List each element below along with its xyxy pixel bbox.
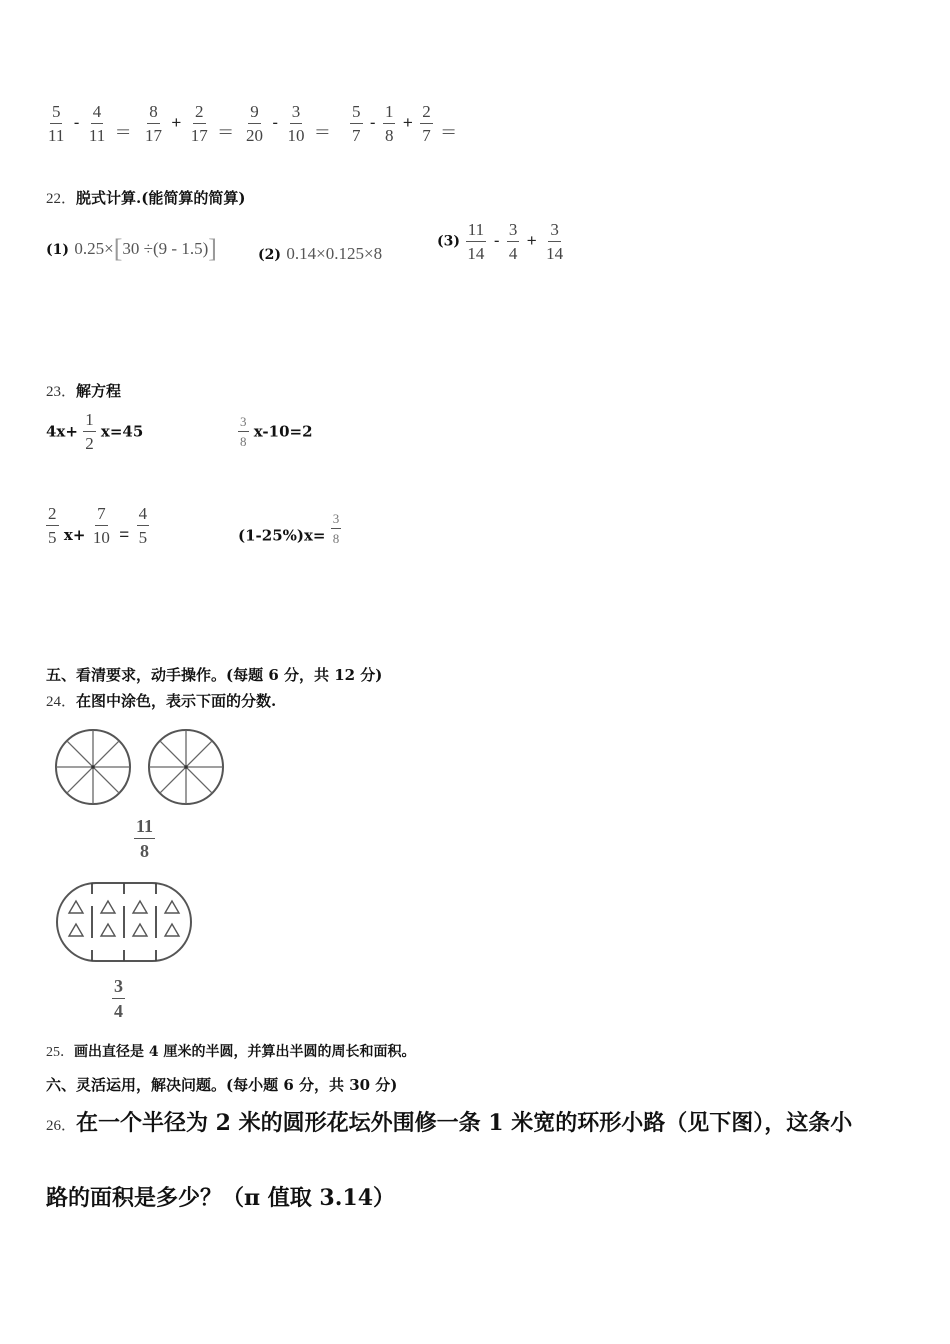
denominator: 5 bbox=[48, 528, 57, 547]
numerator: 2 bbox=[46, 505, 59, 526]
denominator: 8 bbox=[332, 531, 340, 546]
question-text: 画出直径是 4 厘米的半圆，并算出半圆的周长和面积。 bbox=[74, 1044, 416, 1060]
numerator: 7 bbox=[95, 505, 108, 526]
q23-equation-3 bbox=[46, 505, 149, 546]
denominator: 4 bbox=[114, 1001, 123, 1021]
fraction-exercise-2 bbox=[143, 103, 236, 144]
denominator: 8 bbox=[240, 434, 247, 449]
equals-sign: ＝ bbox=[217, 123, 235, 142]
operator: + bbox=[526, 231, 537, 250]
operator: - bbox=[73, 113, 80, 132]
denominator: 8 bbox=[384, 126, 394, 145]
equation-text: 4x+ bbox=[46, 422, 78, 441]
denominator: 17 bbox=[190, 126, 208, 145]
part-label: (2) bbox=[258, 247, 281, 263]
numerator: 5 bbox=[350, 103, 363, 124]
denominator: 7 bbox=[422, 126, 431, 145]
numerator: 1 bbox=[83, 411, 96, 432]
operator: - bbox=[369, 113, 376, 132]
equals-sign: = bbox=[119, 525, 130, 544]
denominator: 4 bbox=[508, 244, 518, 263]
question-title: 脱式计算.(能简算的简算) bbox=[76, 189, 246, 207]
denominator: 11 bbox=[48, 126, 65, 145]
question-number: 24． bbox=[46, 694, 77, 710]
operator: - bbox=[272, 113, 279, 132]
equals-sign: ＝ bbox=[313, 123, 331, 142]
numerator: 4 bbox=[137, 505, 150, 526]
numerator: 9 bbox=[248, 103, 261, 124]
section-5-title: 五、看清要求，动手操作。(每题 6 分，共 12 分) bbox=[46, 666, 383, 684]
numerator: 4 bbox=[91, 103, 104, 124]
denominator: 10 bbox=[92, 528, 110, 547]
oval-triangle-figure bbox=[56, 880, 192, 964]
question-24-heading bbox=[46, 690, 276, 711]
section-6-title: 六、灵活运用，解决问题。(每小题 6 分，共 30 分) bbox=[46, 1076, 398, 1094]
question-25 bbox=[46, 1041, 416, 1061]
numerator: 1 bbox=[383, 103, 396, 124]
q22-part-3 bbox=[437, 221, 565, 262]
denominator: 11 bbox=[88, 126, 106, 145]
numerator: 2 bbox=[420, 103, 433, 124]
question-22-heading bbox=[46, 187, 245, 208]
expression: 0.14×0.125×8 bbox=[286, 244, 383, 263]
fraction-exercise-4 bbox=[350, 103, 459, 144]
denominator: 14 bbox=[546, 244, 564, 263]
question-text: 在一个半径为 2 米的圆形花坛外围修一条 1 米宽的环形小路（见下图），这条小 bbox=[76, 1110, 853, 1136]
numerator: 8 bbox=[147, 103, 160, 124]
q24-fraction-2 bbox=[112, 977, 125, 1020]
numerator: 3 bbox=[507, 221, 520, 242]
q22-part-2 bbox=[258, 244, 382, 264]
denominator: 20 bbox=[246, 126, 263, 145]
operator: - bbox=[493, 231, 500, 250]
question-title: 解方程 bbox=[76, 382, 122, 400]
bracket-open: [ bbox=[113, 234, 123, 263]
question-title: 在图中涂色，表示下面的分数. bbox=[76, 692, 277, 710]
fraction-exercise-3 bbox=[244, 103, 333, 144]
equation-text: x=45 bbox=[100, 422, 144, 441]
question-number: 22． bbox=[46, 191, 77, 207]
part-label: (3) bbox=[437, 233, 460, 250]
question-26-line-1 bbox=[46, 1106, 852, 1137]
operator: + bbox=[171, 113, 182, 132]
fraction-exercise-1 bbox=[46, 103, 134, 144]
equation-text: x-10=2 bbox=[253, 422, 313, 441]
numerator: 3 bbox=[331, 512, 342, 529]
question-number: 23． bbox=[46, 384, 77, 400]
denominator: 7 bbox=[352, 126, 361, 145]
q23-equation-1 bbox=[46, 411, 143, 452]
numerator: 5 bbox=[50, 103, 63, 124]
q23-equation-4 bbox=[238, 512, 341, 545]
denominator: 14 bbox=[467, 244, 485, 263]
q24-fraction-1 bbox=[134, 817, 155, 860]
circle-figure-2 bbox=[147, 728, 225, 806]
operator: + bbox=[402, 113, 413, 132]
question-number: 26． bbox=[46, 1118, 77, 1134]
expression-part: 0.25× bbox=[74, 239, 114, 258]
q23-equation-2 bbox=[238, 415, 313, 448]
question-26-line-2: 路的面积是多少？（π 值取 3.14） bbox=[46, 1185, 396, 1211]
circle-figure-1 bbox=[54, 728, 132, 806]
part-label: (1) bbox=[46, 242, 69, 258]
bracket-close: ] bbox=[208, 234, 217, 263]
q22-part-1 bbox=[46, 234, 217, 264]
numerator: 3 bbox=[112, 977, 125, 999]
equals-sign: ＝ bbox=[440, 123, 458, 142]
equation-text: x+ bbox=[63, 526, 86, 544]
denominator: 2 bbox=[85, 434, 94, 453]
numerator: 3 bbox=[290, 103, 303, 124]
denominator: 10 bbox=[287, 126, 305, 145]
equation-text: (1-25%)x= bbox=[238, 526, 326, 545]
denominator: 8 bbox=[140, 841, 149, 861]
expression-part: 30 ÷(9 - 1.5) bbox=[122, 239, 209, 258]
numerator: 3 bbox=[548, 221, 561, 242]
question-number: 25． bbox=[46, 1045, 74, 1060]
denominator: 17 bbox=[145, 126, 162, 145]
numerator: 11 bbox=[466, 221, 486, 242]
numerator: 3 bbox=[238, 415, 249, 432]
question-23-heading bbox=[46, 380, 121, 401]
denominator: 5 bbox=[138, 528, 148, 547]
equals-sign: ＝ bbox=[114, 123, 132, 142]
numerator: 2 bbox=[193, 103, 206, 124]
numerator: 11 bbox=[134, 817, 155, 839]
